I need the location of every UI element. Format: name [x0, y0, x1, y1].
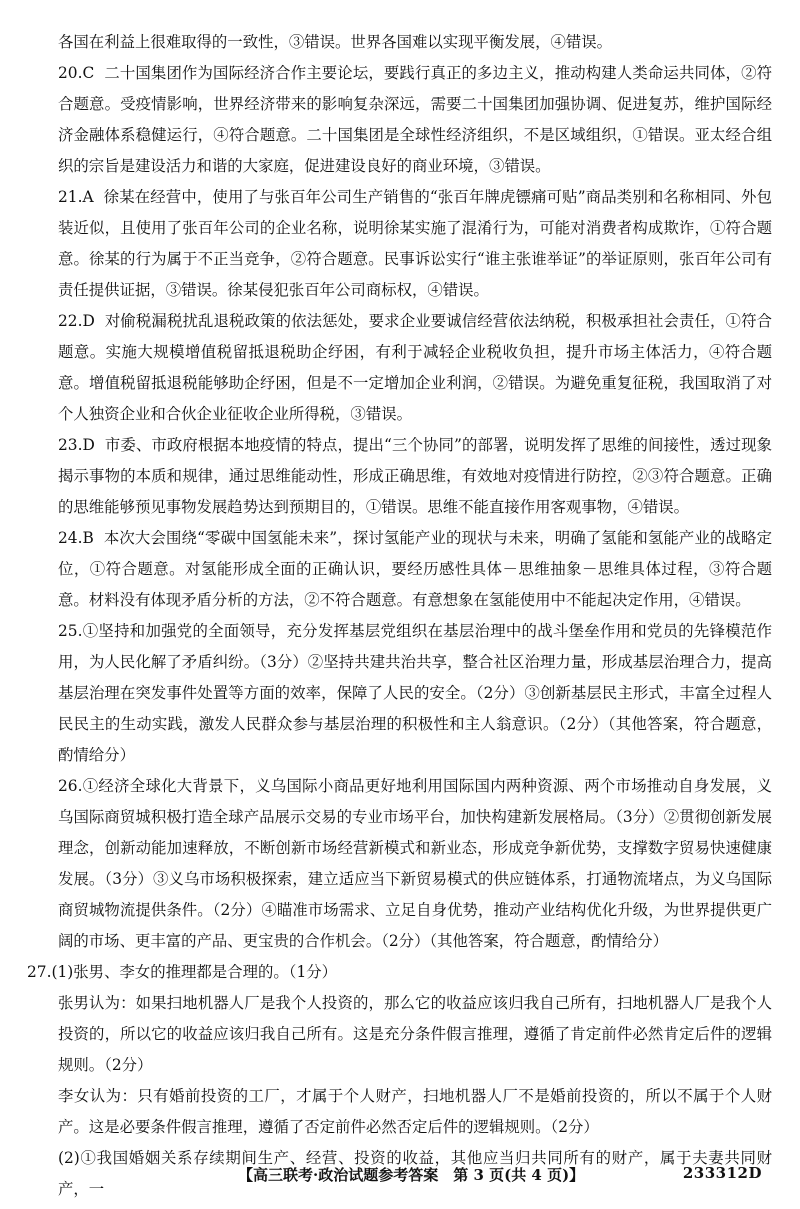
- answer-number: 23.D: [58, 436, 95, 454]
- answer-text: ①经济全球化大背景下，义乌国际小商品更好地利用国际国内两种资源、两个市场推动自身发展，义乌国际商贸城积极打造全球产品展示交易的专业市场平台，加快构建新发展格局。（3分）②贯彻创新发展理念，创新动能加速释放，不断创新市场经营新模式和新业态，形成竞争新优势，支撑数字贸易快速健康发展。（3分）③义乌市场积极探索，建立适应当下新贸易模式的供应链体系，打通物流堵点，为义乌国际商贸城物流提供条件。（2分）④瞄准市场需求、立足自身优势，推动产业结构优化升级，为世界提供更广阔的市场、更丰富的产品、更宝贵的合作机会。（2分）（其他答案，符合题意，酌情给分）: [58, 777, 772, 950]
- q27-part2: (2)①我国婚姻关系存续期间生产、经营、投资的收益，其他应当归共同所有的财产，属于夫妻共同财产，一: [58, 1149, 772, 1198]
- answer-text: 二十国集团作为国际经济合作主要论坛，要践行真正的多边主义，推动构建人类命运共同体，②符合题意。受疫情影响，世界经济带来的影响复杂深远，需要二十国集团加强协调、促进复苏，维护国际经济金融体系稳健运行，④符合题意。二十国集团是全球性经济组织，不是区域组织，①错误。亚太经合组织的宗旨是建设活力和谐的大家庭，促进建设良好的商业环境，③错误。: [58, 64, 772, 175]
- answer-item-25: [27, 616, 772, 771]
- zhang-reasoning: 张男认为：如果扫地机器人厂是我个人投资的，那么它的收益应该归我自己所有，扫地机器人厂是我个人投资的，所以它的收益应该归我自己所有。这是充分条件假言推理，遵循了肯定前件必然肯定后件的逻辑规则。（2分）: [58, 994, 772, 1074]
- answer-number: 26.: [58, 777, 83, 795]
- answer-number: 22.D: [58, 312, 95, 330]
- answer-text: (1)张男、李女的推理都是合理的。（1分）: [51, 963, 338, 981]
- answer-number: 21.A: [58, 188, 94, 206]
- answer-text: 市委、市政府根据本地疫情的特点，提出“三个协同”的部署，说明发挥了思维的间接性，透过现象揭示事物的本质和规律，通过思维能动性，形成正确思维，有效地对疫情进行防控，②③符合题意。正确的思维能够预见事物发展趋势达到预期目的，①错误。思维不能直接作用客观事物，④错误。: [58, 436, 772, 516]
- answer-item-24: [27, 523, 772, 616]
- intro-line: 各国在利益上很难取得的一致性，③错误。世界各国难以实现平衡发展，④错误。: [58, 33, 613, 51]
- answer-number: 24.B: [58, 529, 94, 547]
- answer-number: 20.C: [58, 64, 95, 82]
- answer-text: 本次大会围绕“零碳中国氢能未来”，探讨氢能产业的现状与未来，明确了氢能和氢能产业的战略定位，①符合题意。对氢能形成全面的正确认识，要经历感性具体－思维抽象－思维具体过程，③符合题意。材料没有体现矛盾分析的方法，②不符合题意。有意想象在氢能使用中不能起决定作用，④错误。: [58, 529, 772, 609]
- answer-item-21: [27, 182, 772, 306]
- answer-item-20: [27, 58, 772, 182]
- answer-number: 25.: [58, 622, 83, 640]
- answer-item-27: [27, 957, 772, 988]
- footer-title: 【高三联考·政治试题参考答案 第 3 页(共 4 页)】: [238, 1166, 585, 1184]
- answer-text: 对偷税漏税扰乱退税政策的依法惩处，要求企业要诚信经营依法纳税，积极承担社会责任，①符合题意。实施大规模增值税留抵退税助企纾困，有利于减轻企业税收负担，提升市场主体活力，④符合题意。增值税留抵退税能够助企纾困，但是不一定增加企业利润，②错误。为避免重复征税，我国取消了对个人独资企业和合伙企业征收企业所得税，③错误。: [58, 312, 772, 423]
- answer-item-23: [27, 430, 772, 523]
- answer-text: 徐某在经营中，使用了与张百年公司生产销售的“张百年牌虎镖痛可贴”商品类别和名称相同、外包装近似，且使用了张百年公司的企业名称，说明徐某实施了混淆行为，可能对消费者构成欺诈，①符合题意。徐某的行为属于不正当竞争，②符合题意。民事诉讼实行“谁主张谁举证”的举证原则，张百年公司有责任提供证据，③错误。徐某侵犯张百年公司商标权，④错误。: [58, 188, 772, 299]
- footer-code: 233312D: [682, 1164, 762, 1182]
- answer-text: ①坚持和加强党的全面领导，充分发挥基层党组织在基层治理中的战斗堡垒作用和党员的先锋模范作用，为人民化解了矛盾纠纷。（3分）②坚持共建共治共享，整合社区治理力量，形成基层治理合力，提高基层治理在突发事件处置等方面的效率，保障了人民的安全。（2分）③创新基层民主形式，丰富全过程人民民主的生动实践，激发人民群众参与基层治理的积极性和主人翁意识。（2分）（其他答案，符合题意，酌情给分）: [58, 622, 772, 764]
- answer-number: 27.: [27, 963, 52, 981]
- answer-item-26: [27, 771, 772, 957]
- li-reasoning: 李女认为：只有婚前投资的工厂，才属于个人财产，扫地机器人厂不是婚前投资的，所以不属于个人财产。这是必要条件假言推理，遵循了否定前件必然否定后件的逻辑规则。（2分）: [58, 1087, 772, 1136]
- answer-item-22: [27, 306, 772, 430]
